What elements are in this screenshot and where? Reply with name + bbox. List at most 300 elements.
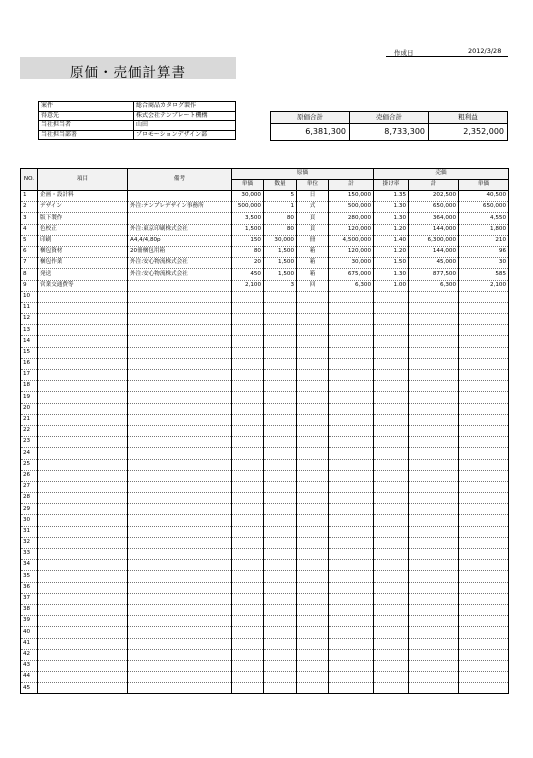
cell-sale-total[interactable] (409, 571, 459, 582)
cell-cost-total[interactable] (329, 515, 374, 526)
cell-sale-unit-price[interactable] (459, 537, 509, 548)
cell-markup[interactable] (374, 638, 409, 649)
cell-item[interactable]: 梱包資材 (38, 246, 128, 257)
cell-sale-unit-price[interactable]: 650,000 (459, 202, 509, 213)
cell-note[interactable] (128, 213, 232, 224)
cell-item[interactable] (38, 370, 128, 381)
cell-sale-unit-price[interactable] (459, 616, 509, 627)
cell-sale-total[interactable] (409, 325, 459, 336)
cell-sale-unit-price[interactable]: 4,550 (459, 213, 509, 224)
cell-item[interactable] (38, 515, 128, 526)
cell-note[interactable] (128, 325, 232, 336)
cell-note[interactable] (128, 549, 232, 560)
cell-cost-qty[interactable] (264, 604, 297, 615)
cell-sale-total[interactable] (409, 582, 459, 593)
cell-markup[interactable]: 1.20 (374, 246, 409, 257)
cell-note[interactable] (128, 191, 232, 202)
cell-sale-total[interactable]: 144,000 (409, 246, 459, 257)
cell-note[interactable]: 外注:テンプレデザイン事務所 (128, 202, 232, 213)
cell-sale-total[interactable] (409, 537, 459, 548)
cell-markup[interactable] (374, 672, 409, 683)
cell-markup[interactable] (374, 560, 409, 571)
cell-note[interactable] (128, 459, 232, 470)
cell-note[interactable] (128, 370, 232, 381)
cell-cost-qty[interactable]: 80 (264, 213, 297, 224)
cell-note[interactable]: 外注:東京印刷株式会社 (128, 224, 232, 235)
cell-cost-total[interactable] (329, 560, 374, 571)
cell-markup[interactable] (374, 392, 409, 403)
cell-cost-total[interactable] (329, 459, 374, 470)
cell-sale-total[interactable]: 364,000 (409, 213, 459, 224)
cell-sale-total[interactable]: 144,000 (409, 224, 459, 235)
cell-note[interactable] (128, 660, 232, 671)
cell-cost-total[interactable] (329, 470, 374, 481)
cell-cost-qty[interactable] (264, 314, 297, 325)
cell-cost-total[interactable] (329, 549, 374, 560)
cell-cost-total[interactable] (329, 381, 374, 392)
cell-sale-total[interactable] (409, 381, 459, 392)
cell-cost-qty[interactable]: 5 (264, 191, 297, 202)
cell-cost-unit-price[interactable] (232, 560, 264, 571)
cell-markup[interactable] (374, 627, 409, 638)
cell-cost-total[interactable]: 6,300 (329, 280, 374, 291)
cell-item[interactable]: 梱包作業 (38, 258, 128, 269)
cell-sale-total[interactable] (409, 616, 459, 627)
cell-cost-qty[interactable]: 1,500 (264, 258, 297, 269)
cell-markup[interactable] (374, 459, 409, 470)
cell-markup[interactable] (374, 425, 409, 436)
cell-sale-total[interactable]: 650,000 (409, 202, 459, 213)
cell-sale-total[interactable] (409, 638, 459, 649)
cell-cost-qty[interactable]: 80 (264, 224, 297, 235)
cell-note[interactable] (128, 649, 232, 660)
cell-markup[interactable] (374, 515, 409, 526)
cell-cost-total[interactable] (329, 403, 374, 414)
cell-cost-unit[interactable] (297, 582, 329, 593)
cell-markup[interactable] (374, 448, 409, 459)
cell-markup[interactable]: 1.40 (374, 235, 409, 246)
cell-cost-total[interactable]: 30,000 (329, 258, 374, 269)
cell-cost-total[interactable]: 120,000 (329, 246, 374, 257)
cell-item[interactable] (38, 314, 128, 325)
cell-cost-unit[interactable] (297, 515, 329, 526)
cell-item[interactable] (38, 403, 128, 414)
cell-cost-total[interactable] (329, 448, 374, 459)
cell-cost-total[interactable]: 675,000 (329, 269, 374, 280)
cell-cost-unit-price[interactable] (232, 358, 264, 369)
cell-cost-total[interactable] (329, 638, 374, 649)
cell-note[interactable] (128, 314, 232, 325)
cell-note[interactable] (128, 672, 232, 683)
cell-cost-qty[interactable] (264, 437, 297, 448)
cell-sale-unit-price[interactable] (459, 437, 509, 448)
cell-cost-unit[interactable] (297, 370, 329, 381)
cell-markup[interactable] (374, 291, 409, 302)
cell-sale-total[interactable] (409, 336, 459, 347)
cell-item[interactable] (38, 302, 128, 313)
cell-sale-total[interactable] (409, 425, 459, 436)
cell-cost-unit-price[interactable] (232, 649, 264, 660)
cell-cost-qty[interactable] (264, 403, 297, 414)
cell-cost-unit[interactable] (297, 314, 329, 325)
cell-sale-total[interactable] (409, 302, 459, 313)
cell-cost-qty[interactable] (264, 616, 297, 627)
cell-sale-total[interactable]: 6,300 (409, 280, 459, 291)
cell-cost-unit-price[interactable] (232, 314, 264, 325)
cell-markup[interactable] (374, 493, 409, 504)
cell-cost-qty[interactable] (264, 459, 297, 470)
cell-cost-qty[interactable]: 3 (264, 280, 297, 291)
cell-cost-unit-price[interactable] (232, 627, 264, 638)
cell-cost-unit[interactable] (297, 649, 329, 660)
cell-cost-total[interactable] (329, 593, 374, 604)
summary-profit[interactable]: 2,352,000 (429, 124, 508, 141)
cell-sale-unit-price[interactable] (459, 515, 509, 526)
cell-note[interactable] (128, 481, 232, 492)
cell-markup[interactable] (374, 470, 409, 481)
cell-sale-unit-price[interactable] (459, 358, 509, 369)
cell-cost-total[interactable] (329, 325, 374, 336)
cell-sale-unit-price[interactable] (459, 291, 509, 302)
cell-cost-unit-price[interactable] (232, 481, 264, 492)
cell-cost-unit-price[interactable] (232, 392, 264, 403)
cell-note[interactable] (128, 683, 232, 694)
cell-sale-unit-price[interactable]: 2,100 (459, 280, 509, 291)
cell-markup[interactable] (374, 582, 409, 593)
cell-markup[interactable] (374, 504, 409, 515)
cell-cost-total[interactable] (329, 582, 374, 593)
cell-cost-unit[interactable]: 式 (297, 202, 329, 213)
cell-cost-total[interactable] (329, 314, 374, 325)
cell-markup[interactable] (374, 414, 409, 425)
cell-item[interactable]: 企画・設計料 (38, 191, 128, 202)
cell-sale-unit-price[interactable]: 40,500 (459, 191, 509, 202)
cell-cost-total[interactable] (329, 649, 374, 660)
cell-sale-total[interactable] (409, 448, 459, 459)
cell-sale-total[interactable] (409, 481, 459, 492)
cell-cost-qty[interactable]: 30,000 (264, 235, 297, 246)
cell-cost-unit-price[interactable]: 1,500 (232, 224, 264, 235)
cell-cost-unit-price[interactable] (232, 425, 264, 436)
cell-cost-unit[interactable] (297, 302, 329, 313)
cell-item[interactable] (38, 593, 128, 604)
cell-note[interactable]: A4,4/4,80p (128, 235, 232, 246)
cell-note[interactable] (128, 537, 232, 548)
cell-item[interactable] (38, 560, 128, 571)
cell-cost-qty[interactable] (264, 302, 297, 313)
cell-note[interactable] (128, 627, 232, 638)
cell-cost-unit-price[interactable]: 30,000 (232, 191, 264, 202)
cell-cost-unit[interactable] (297, 638, 329, 649)
cell-sale-total[interactable]: 6,300,000 (409, 235, 459, 246)
cell-sale-unit-price[interactable]: 30 (459, 258, 509, 269)
cell-note[interactable] (128, 493, 232, 504)
cell-sale-total[interactable] (409, 291, 459, 302)
cell-cost-qty[interactable] (264, 448, 297, 459)
cell-markup[interactable] (374, 314, 409, 325)
cell-sale-unit-price[interactable] (459, 683, 509, 694)
cell-sale-unit-price[interactable] (459, 571, 509, 582)
cell-cost-unit[interactable] (297, 549, 329, 560)
cell-cost-unit-price[interactable]: 150 (232, 235, 264, 246)
cell-markup[interactable]: 1.50 (374, 258, 409, 269)
cell-cost-unit-price[interactable] (232, 526, 264, 537)
cell-cost-unit[interactable] (297, 526, 329, 537)
cell-cost-qty[interactable] (264, 381, 297, 392)
cell-cost-total[interactable]: 500,000 (329, 202, 374, 213)
cell-sale-unit-price[interactable] (459, 448, 509, 459)
cell-cost-unit[interactable]: 箱 (297, 258, 329, 269)
cell-note[interactable] (128, 638, 232, 649)
cell-markup[interactable] (374, 325, 409, 336)
cell-cost-unit[interactable] (297, 616, 329, 627)
cell-cost-unit[interactable] (297, 437, 329, 448)
cell-cost-total[interactable] (329, 425, 374, 436)
cell-cost-unit[interactable] (297, 593, 329, 604)
cell-cost-unit-price[interactable] (232, 672, 264, 683)
cell-sale-unit-price[interactable] (459, 481, 509, 492)
cell-item[interactable] (38, 683, 128, 694)
cell-sale-total[interactable] (409, 683, 459, 694)
cell-sale-unit-price[interactable]: 1,800 (459, 224, 509, 235)
cell-cost-total[interactable] (329, 437, 374, 448)
cell-cost-unit-price[interactable] (232, 515, 264, 526)
cell-cost-unit[interactable] (297, 336, 329, 347)
cell-cost-qty[interactable] (264, 660, 297, 671)
cell-cost-unit-price[interactable] (232, 683, 264, 694)
cell-cost-unit-price[interactable]: 20 (232, 258, 264, 269)
cell-markup[interactable]: 1.00 (374, 280, 409, 291)
cell-sale-unit-price[interactable] (459, 493, 509, 504)
cell-cost-total[interactable] (329, 291, 374, 302)
cell-note[interactable] (128, 358, 232, 369)
cell-sale-total[interactable] (409, 347, 459, 358)
cell-sale-total[interactable] (409, 604, 459, 615)
cell-cost-qty[interactable] (264, 571, 297, 582)
cell-cost-qty[interactable] (264, 358, 297, 369)
cell-item[interactable] (38, 325, 128, 336)
cell-note[interactable] (128, 381, 232, 392)
cell-item[interactable] (38, 347, 128, 358)
cell-cost-unit[interactable]: 箱 (297, 269, 329, 280)
cell-cost-qty[interactable] (264, 291, 297, 302)
cell-cost-qty[interactable]: 1,500 (264, 269, 297, 280)
cell-item[interactable]: デザイン (38, 202, 128, 213)
cell-cost-unit[interactable] (297, 481, 329, 492)
cell-item[interactable] (38, 381, 128, 392)
cell-cost-unit-price[interactable] (232, 414, 264, 425)
cell-cost-unit[interactable] (297, 493, 329, 504)
cell-sale-total[interactable] (409, 392, 459, 403)
cell-markup[interactable]: 1.30 (374, 202, 409, 213)
cell-item[interactable]: 版下製作 (38, 213, 128, 224)
cell-note[interactable] (128, 593, 232, 604)
cell-cost-unit[interactable] (297, 425, 329, 436)
cell-cost-unit[interactable]: 頁 (297, 224, 329, 235)
cell-cost-unit[interactable] (297, 403, 329, 414)
cell-markup[interactable] (374, 481, 409, 492)
cell-cost-unit-price[interactable] (232, 493, 264, 504)
cell-item[interactable] (38, 672, 128, 683)
cell-cost-total[interactable] (329, 370, 374, 381)
cell-markup[interactable] (374, 571, 409, 582)
summary-cost-total[interactable]: 6,381,300 (271, 124, 350, 141)
cell-sale-total[interactable] (409, 672, 459, 683)
cell-note[interactable] (128, 392, 232, 403)
cell-markup[interactable] (374, 683, 409, 694)
cell-item[interactable] (38, 616, 128, 627)
cell-item[interactable] (38, 660, 128, 671)
cell-markup[interactable] (374, 649, 409, 660)
cell-cost-unit[interactable] (297, 358, 329, 369)
cell-markup[interactable] (374, 347, 409, 358)
cell-sale-total[interactable] (409, 370, 459, 381)
cell-sale-unit-price[interactable] (459, 336, 509, 347)
cell-cost-qty[interactable] (264, 504, 297, 515)
cell-item[interactable] (38, 437, 128, 448)
cell-cost-qty[interactable]: 1 (264, 202, 297, 213)
cell-note[interactable] (128, 336, 232, 347)
cell-note[interactable] (128, 526, 232, 537)
cell-item[interactable] (38, 627, 128, 638)
cell-note[interactable] (128, 425, 232, 436)
cell-cost-qty[interactable] (264, 325, 297, 336)
cell-item[interactable]: 色校正 (38, 224, 128, 235)
cell-cost-total[interactable] (329, 302, 374, 313)
cell-markup[interactable]: 1.20 (374, 224, 409, 235)
cell-item[interactable] (38, 481, 128, 492)
cell-sale-unit-price[interactable] (459, 470, 509, 481)
cell-item[interactable] (38, 459, 128, 470)
cell-cost-qty[interactable] (264, 425, 297, 436)
cell-cost-total[interactable]: 150,000 (329, 191, 374, 202)
cell-note[interactable] (128, 403, 232, 414)
cell-note[interactable] (128, 582, 232, 593)
cell-cost-unit-price[interactable] (232, 571, 264, 582)
cell-cost-unit[interactable]: 回 (297, 280, 329, 291)
cell-cost-unit-price[interactable] (232, 325, 264, 336)
cell-sale-unit-price[interactable] (459, 638, 509, 649)
cell-cost-total[interactable]: 120,000 (329, 224, 374, 235)
cell-note[interactable] (128, 571, 232, 582)
cell-item[interactable] (38, 392, 128, 403)
cell-note[interactable]: 外注:安心物流株式会社 (128, 258, 232, 269)
cell-sale-total[interactable] (409, 314, 459, 325)
cell-cost-qty[interactable] (264, 560, 297, 571)
cell-sale-unit-price[interactable]: 96 (459, 246, 509, 257)
cell-note[interactable] (128, 515, 232, 526)
cell-sale-total[interactable] (409, 560, 459, 571)
info-value[interactable]: プロモーションデザイン部 (134, 130, 236, 140)
cell-cost-unit-price[interactable]: 450 (232, 269, 264, 280)
cell-sale-unit-price[interactable] (459, 425, 509, 436)
cell-markup[interactable] (374, 336, 409, 347)
cell-note[interactable] (128, 302, 232, 313)
cell-sale-unit-price[interactable] (459, 627, 509, 638)
cell-item[interactable] (38, 638, 128, 649)
cell-cost-unit-price[interactable] (232, 582, 264, 593)
cell-cost-total[interactable]: 4,500,000 (329, 235, 374, 246)
cell-sale-total[interactable] (409, 459, 459, 470)
cell-sale-unit-price[interactable] (459, 381, 509, 392)
cell-cost-total[interactable] (329, 504, 374, 515)
cell-cost-qty[interactable] (264, 347, 297, 358)
cell-markup[interactable] (374, 604, 409, 615)
cell-cost-unit[interactable] (297, 448, 329, 459)
cell-cost-unit[interactable] (297, 672, 329, 683)
cell-markup[interactable] (374, 370, 409, 381)
cell-note[interactable] (128, 291, 232, 302)
cell-cost-unit-price[interactable] (232, 437, 264, 448)
cell-sale-unit-price[interactable] (459, 560, 509, 571)
cell-item[interactable] (38, 358, 128, 369)
cell-cost-qty[interactable] (264, 627, 297, 638)
cell-cost-unit-price[interactable] (232, 549, 264, 560)
cell-sale-total[interactable] (409, 504, 459, 515)
cell-markup[interactable] (374, 358, 409, 369)
cell-cost-unit-price[interactable] (232, 459, 264, 470)
cell-cost-total[interactable] (329, 627, 374, 638)
cell-sale-unit-price[interactable] (459, 604, 509, 615)
cell-sale-total[interactable] (409, 493, 459, 504)
cell-sale-unit-price[interactable]: 210 (459, 235, 509, 246)
cell-cost-unit-price[interactable] (232, 504, 264, 515)
cell-sale-total[interactable]: 45,000 (409, 258, 459, 269)
cell-cost-qty[interactable] (264, 470, 297, 481)
cell-note[interactable] (128, 470, 232, 481)
cell-cost-unit-price[interactable] (232, 660, 264, 671)
cell-cost-total[interactable]: 280,000 (329, 213, 374, 224)
cell-cost-total[interactable] (329, 336, 374, 347)
cell-item[interactable] (38, 336, 128, 347)
cell-cost-unit[interactable] (297, 325, 329, 336)
cell-item[interactable]: 発送 (38, 269, 128, 280)
cell-item[interactable] (38, 448, 128, 459)
cell-item[interactable] (38, 470, 128, 481)
cell-cost-qty[interactable] (264, 638, 297, 649)
cell-cost-total[interactable] (329, 358, 374, 369)
cell-markup[interactable]: 1.30 (374, 213, 409, 224)
cell-note[interactable] (128, 448, 232, 459)
cell-cost-total[interactable] (329, 660, 374, 671)
cell-markup[interactable] (374, 537, 409, 548)
cell-cost-total[interactable] (329, 526, 374, 537)
cell-cost-unit-price[interactable] (232, 616, 264, 627)
cell-item[interactable]: 営業交通費等 (38, 280, 128, 291)
cell-cost-unit[interactable] (297, 459, 329, 470)
cell-item[interactable] (38, 504, 128, 515)
cell-item[interactable] (38, 604, 128, 615)
cell-item[interactable] (38, 649, 128, 660)
cell-cost-unit[interactable] (297, 347, 329, 358)
cell-sale-unit-price[interactable] (459, 593, 509, 604)
cell-sale-total[interactable] (409, 437, 459, 448)
cell-cost-qty[interactable] (264, 537, 297, 548)
cell-sale-unit-price[interactable] (459, 414, 509, 425)
cell-cost-unit[interactable] (297, 381, 329, 392)
cell-sale-unit-price[interactable] (459, 549, 509, 560)
cell-note[interactable] (128, 504, 232, 515)
cell-cost-unit-price[interactable]: 80 (232, 246, 264, 257)
cell-cost-unit[interactable]: 頁 (297, 213, 329, 224)
cell-cost-qty[interactable] (264, 649, 297, 660)
cell-item[interactable] (38, 493, 128, 504)
cell-sale-total[interactable] (409, 660, 459, 671)
cell-cost-unit-price[interactable]: 2,100 (232, 280, 264, 291)
cell-cost-unit-price[interactable] (232, 537, 264, 548)
summary-sale-total[interactable]: 8,733,300 (350, 124, 429, 141)
cell-cost-unit-price[interactable] (232, 347, 264, 358)
